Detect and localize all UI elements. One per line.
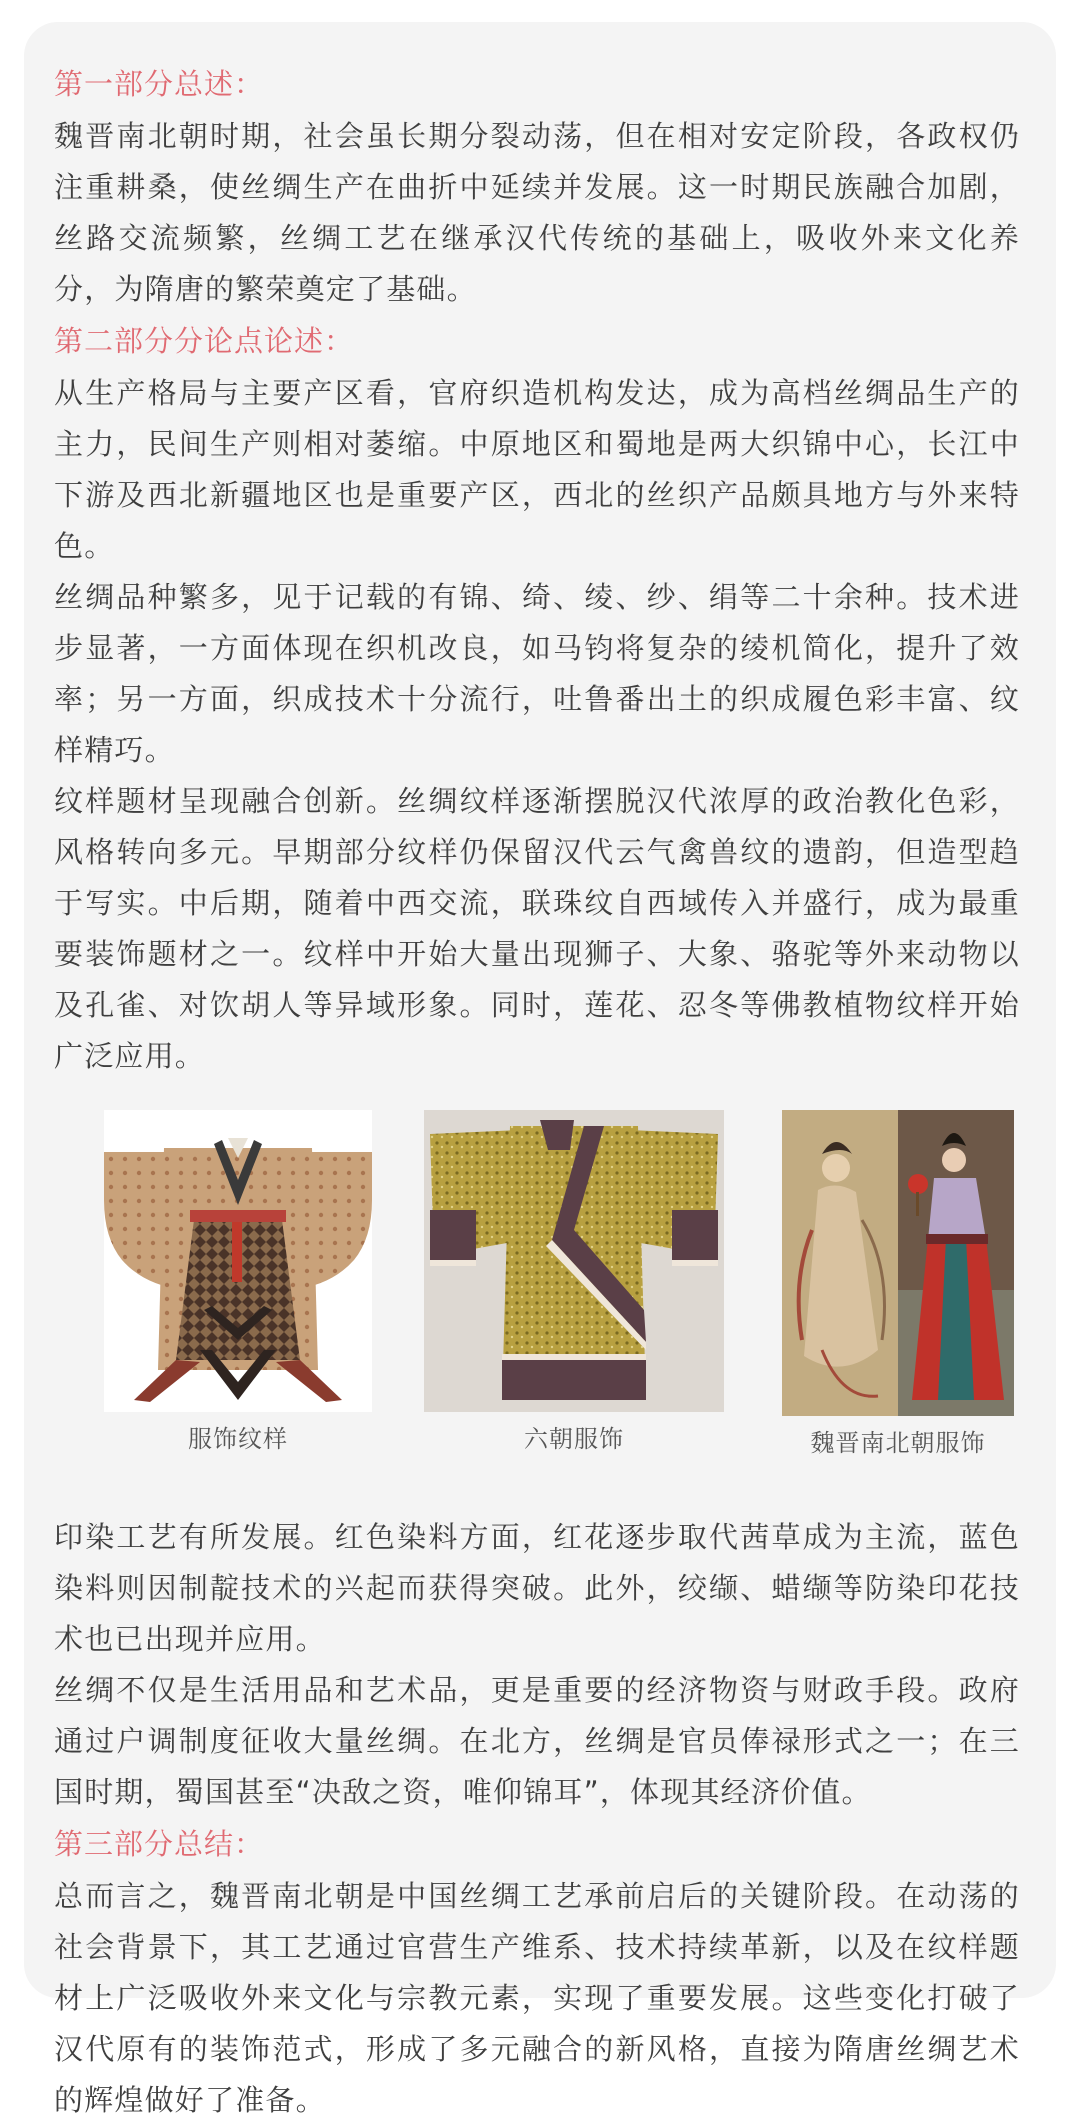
section3-paragraph: 总而言之，魏晋南北朝是中国丝绸工艺承前启后的关键阶段。在动荡的社会背景下，其工艺通过官营生产维系、技术持续革新，以及在纹样题材上广泛吸收外来文化与宗教元素，实现了重要发展。这些变化打破了汉代原有的装饰范式，形成了多元融合的新风格，直接为隋唐丝绸艺术的辉煌做好了准备。 (54, 1879, 1020, 2117)
section3-heading: 第三部分总结： (54, 1827, 265, 1861)
figure-caption: 魏晋南北朝服饰 (810, 1429, 986, 1457)
figure-caption: 服饰纹样 (188, 1425, 288, 1453)
figure-costume-pattern (104, 1110, 372, 1454)
figure-six-dynasties (424, 1110, 724, 1454)
section2-paragraph-production: 从生产格局与主要产区看，官府织造机构发达，成为高档丝绸品生产的主力，民间生产则相对萎缩。中原地区和蜀地是两大织锦中心，长江中下游及西北新疆地区也是重要产区，西北的丝织产品颇具地方与外来特色。 (54, 376, 1020, 563)
section2-paragraph-dyeing: 印染工艺有所发展。红色染料方面，红花逐步取代茜草成为主流，蓝色染料则因制靛技术的兴起而获得突破。此外，绞缬、蜡缬等防染印花技术也已出现并应用。 (54, 1520, 1020, 1656)
section2-heading: 第二部分分论点论述： (54, 324, 355, 358)
six-dynasties-robe-image (424, 1110, 724, 1412)
section2-paragraph-varieties: 丝绸品种繁多，见于记载的有锦、绮、绫、纱、绢等二十余种。技术进步显著，一方面体现在织机改良，如马钧将复杂的绫机简化，提升了效率；另一方面，织成技术十分流行，吐鲁番出土的织成履色彩丰富、纹样精巧。 (54, 580, 1020, 767)
costume-pattern-image (104, 1110, 372, 1412)
section1-heading: 第一部分总述： (54, 67, 265, 101)
figure-weijin-costume (782, 1110, 1014, 1458)
figure-row (54, 1110, 1020, 1510)
section1-paragraph: 魏晋南北朝时期，社会虽长期分裂动荡，但在相对安定阶段，各政权仍注重耕桑，使丝绸生产在曲折中延续并发展。这一时期民族融合加剧，丝路交流频繁，丝绸工艺在继承汉代传统的基础上，吸收外来文化养分，为隋唐的繁荣奠定了基础。 (54, 119, 1020, 306)
figure-caption: 六朝服饰 (524, 1425, 624, 1453)
article-card (24, 22, 1056, 2117)
section2-paragraph-economy: 丝绸不仅是生活用品和艺术品，更是重要的经济物资与财政手段。政府通过户调制度征收大量丝绸。在北方，丝绸是官员俸禄形式之一；在三国时期，蜀国甚至“决敌之资，唯仰锦耳”，体现其经济价值。 (54, 1673, 1020, 1809)
weijin-costume-image (782, 1110, 1014, 1416)
section2-paragraph-patterns: 纹样题材呈现融合创新。丝绸纹样逐渐摆脱汉代浓厚的政治教化色彩，风格转向多元。早期部分纹样仍保留汉代云气禽兽纹的遗韵，但造型趋于写实。中后期，随着中西交流，联珠纹自西域传入并盛行，成为最重要装饰题材之一。纹样中开始大量出现狮子、大象、骆驼等外来动物以及孔雀、对饮胡人等异域形象。同时，莲花、忍冬等佛教植物纹样开始广泛应用。 (54, 784, 1020, 1073)
